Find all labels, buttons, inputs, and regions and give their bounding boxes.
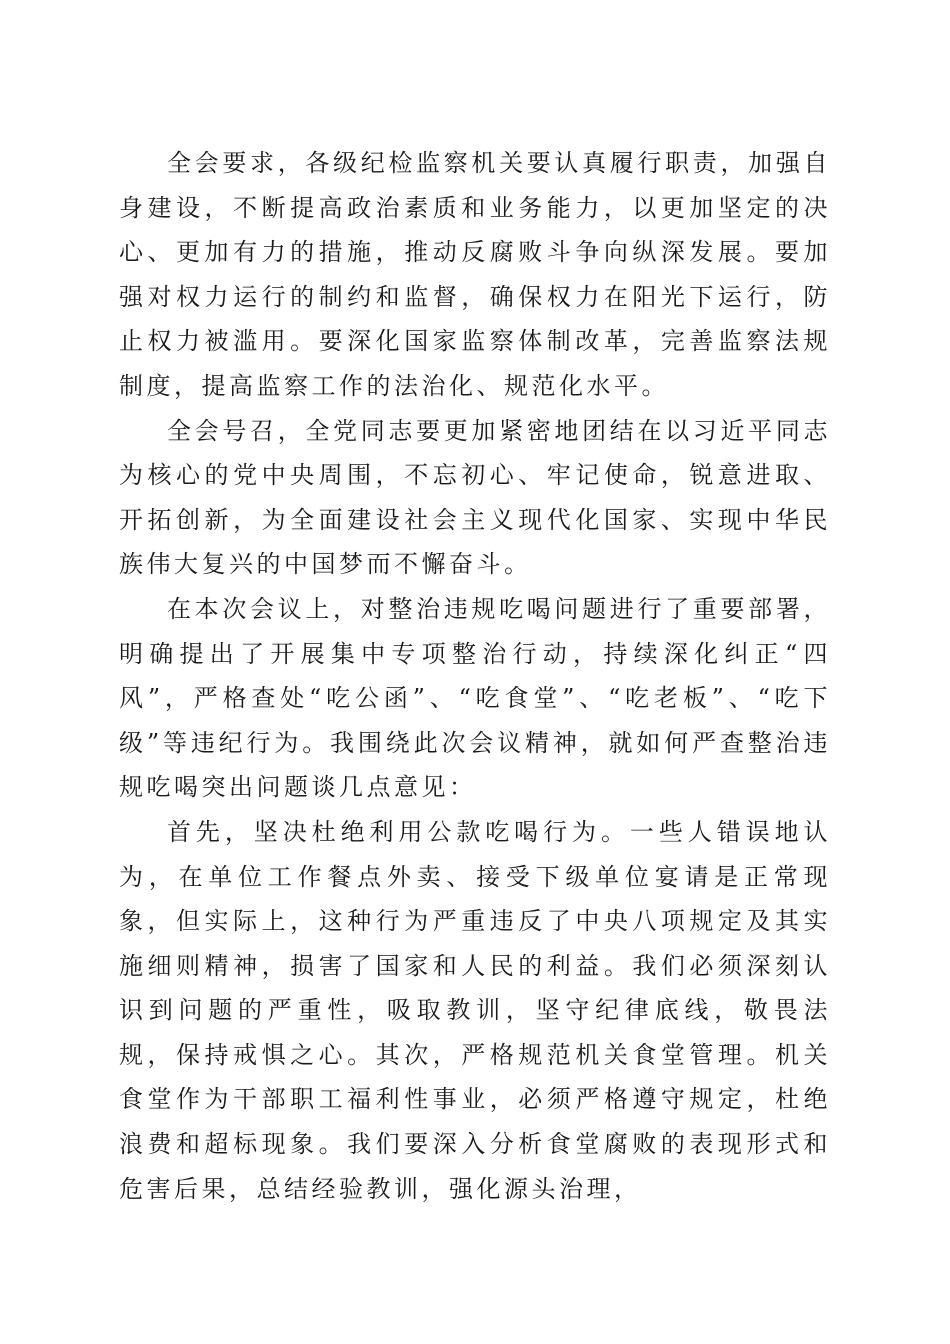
paragraph-4: 首先，坚决杜绝利用公款吃喝行为。一些人错误地认为，在单位工作餐点外卖、接受下级单位宴请是正常现象，但实际上，这种行为严重违反了中央八项规定及其实施细则精神，损害了国家和人民的利益。我们必须深刻认识到问题的严重性，吸取教训，坚守纪律底线，敬畏法规，保持戒惧之心。其次，严格规范机关食堂管理。机关食堂作为干部职工福利性事业，必须严格遵守规定，杜绝浪费和超标现象。我们要深入分析食堂腐败的表现形式和危害后果，总结经验教训，强化源头治理， [119, 817, 831, 1203]
paragraph-1: 全会要求，各级纪检监察机关要认真履行职责，加强自身建设，不断提高政治素质和业务能力，以更加坚定的决心、更加有力的措施，推动反腐败斗争向纵深发展。要加强对权力运行的制约和监督，确保权力在阳光下运行，防止权力被滥用。要深化国家监察体制改革，完善监察法规制度，提高监察工作的法治化、规范化水平。 [119, 149, 831, 400]
document-body [119, 141, 831, 1211]
paragraph-3: 在本次会议上，对整治违规吃喝问题进行了重要部署，明确提出了开展集中专项整治行动，持续深化纠正“四风”，严格查处“吃公函”、“吃食堂”、“吃老板”、“吃下级”等违纪行为。我围绕此次会议精神，就如何严查整治违规吃喝突出问题谈几点意见： [119, 594, 831, 802]
paragraph-2: 全会号召，全党同志要更加紧密地团结在以习近平同志为核心的党中央周围，不忘初心、牢记使命，锐意进取、开拓创新，为全面建设社会主义现代化国家、实现中华民族伟大复兴的中国梦而不懈奋斗。 [119, 416, 831, 579]
